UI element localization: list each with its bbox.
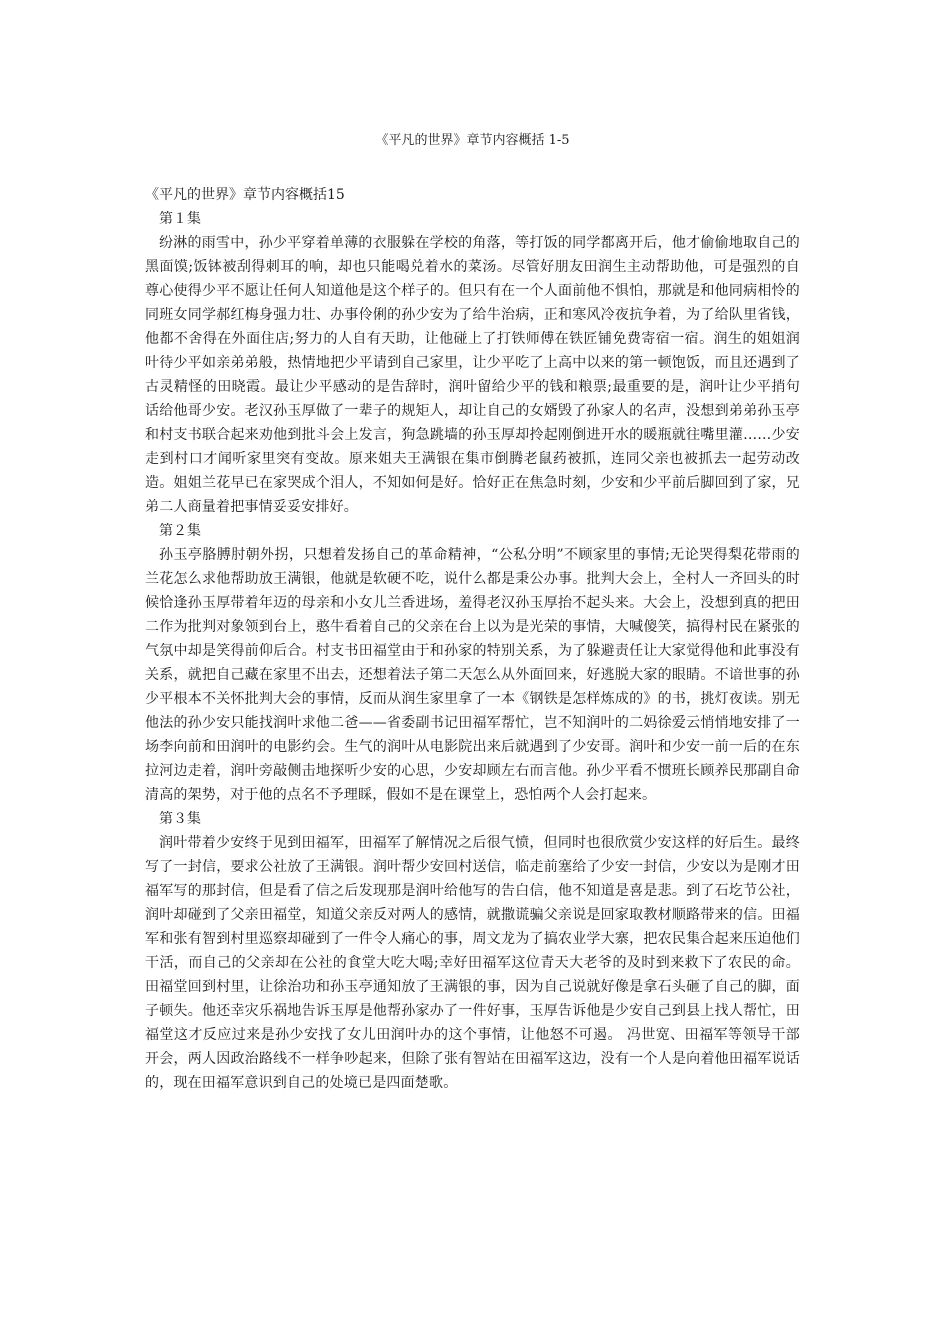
episode-3-heading: 第３集 xyxy=(159,811,201,827)
episode-2-body: 孙玉亭胳膊肘朝外拐，只想着发扬自己的革命精神，“公私分明”不顾家里的事情;无论哭得梨花带雨的兰花怎么求他帮助放王满银，他就是软硬不吃，说什么都是秉公办事。批判大会上，全村人一齐回头的时候恰逢孙玉厚带着年迈的母亲和小女儿兰香进场，羞得老汉孙玉厚抬不起头来。大会上，没想到真的把田二作为批判对象领到台上，憨牛看着自己的父亲在台上以为是光荣的事情，大喊傻笑，搞得村民在紧张的气氛中却是笑得前仰后合。村支书田福堂由于和孙家的特别关系，为了躲避责任让大家觉得他和此事没有关系，就把自己藏在家里不出去，还想着法子第二天怎么从外面回来，好逃脱大家的眼睛。不谙世事的孙少平根本不关怀批判大会的事情，反而从润生家里拿了一本《钢铁是怎样炼成的》的书，挑灯夜读。别无他法的孙少安只能找润叶求他二爸——省委副书记田福军帮忙，岂不知润叶的二妈徐爱云悄悄地安排了一场李向前和田润叶的电影约会。生气的润叶从电影院出来后就遇到了少安哥。润叶和少安一前一后的在东拉河边走着，润叶旁敲侧击地探听少安的心思，少安却顾左右而言他。孙少平看不惯班长顾养民那副自命清高的架势，对于他的点名不予理睬，假如不是在课堂上，恐怕两个人会打起来。 xyxy=(145,547,800,803)
document-title: 《平凡的世界》章节内容概括 1-5 xyxy=(375,133,570,148)
episode-2-heading: 第２集 xyxy=(159,523,201,539)
episode-1-heading: 第１集 xyxy=(159,211,201,227)
episode-1-body: 纷淋的雨雪中，孙少平穿着单薄的衣服躲在学校的角落，等打饭的同学都离开后，他才偷偷地取自己的黑面馍;饭钵被刮得刺耳的响，却也只能喝兑着水的菜汤。尽管好朋友田润生主动帮助他，可是强烈的自尊心使得少平不愿让任何人知道他是这个样子的。但只有在一个人面前他不惧怕，那就是和他同病相怜的同班女同学郝红梅身强力壮、办事伶俐的孙少安为了给牛治病，正和寒风冷夜抗争着，为了给队里省钱，他都不舍得在外面住店;努力的人自有天助，让他碰上了打铁师傅在铁匠铺免费寄宿一宿。润生的姐姐润叶待少平如亲弟弟般，热情地把少平请到自己家里，让少平吃了上高中以来的第一顿饱饭，而且还遇到了古灵精怪的田晓霞。最让少平感动的是告辞时，润叶留给少平的钱和粮票;最重要的是，润叶让少平捎句话给他哥少安。老汉孙玉厚做了一辈子的规矩人，却让自己的女婿毁了孙家人的名声，没想到弟弟孙玉亭和村支书联合起来劝他到批斗会上发言，狗急跳墙的孙玉厚却拎起刚倒进开水的暖瓶就往嘴里灌……少安走到村口才闻听家里突有变故。原来姐夫王满银在集市倒腾老鼠药被抓，连同父亲也被抓去一起劳动改造。姐姐兰花早已在家哭成个泪人，不知如何是好。恰好正在焦急时刻，少安和少平前后脚回到了家，兄弟二人商量着把事情妥妥安排好。 xyxy=(145,235,800,515)
episode-3-body: 润叶带着少安终于见到田福军，田福军了解情况之后很气愤，但同时也很欣赏少安这样的好后生。最终写了一封信，要求公社放了王满银。润叶帮少安回村送信，临走前塞给了少安一封信，少安以为是刚才田福军写的那封信，但是看了信之后发现那是润叶给他写的告白信，他不知道是喜是悲。到了石圪节公社，润叶却碰到了父亲田福堂，知道父亲反对两人的感情，就撒谎骗父亲说是回家取教材顺路带来的信。田福军和张有智到村里巡察却碰到了一件令人痛心的事，周文龙为了搞农业学大寨，把农民集合起来压迫他们干活，而自己的父亲却在公社的食堂大吃大喝;幸好田福军这位青天大老爷的及时到来救下了农民的命。 田福堂回到村里，让徐治功和孙玉亭通知放了王满银的事，因为自己说就好像是拿石头砸了自己的脚，面子顿失。他还幸灾乐祸地告诉玉厚是他帮孙家办了一件好事，玉厚告诉他是少安自己到县上找人帮忙，田福堂这才反应过来是孙少安找了女儿田润叶办的这个事情，让他怒不可遏。 冯世宽、田福军等领导干部开会，两人因政治路线不一样争吵起来，但除了张有智站在田福军这边，没有一个人是向着他田福军说话的，现在田福军意识到自己的处境已是四面楚歌。 xyxy=(145,835,800,1091)
document-subtitle: 《平凡的世界》章节内容概括15 xyxy=(145,187,345,203)
